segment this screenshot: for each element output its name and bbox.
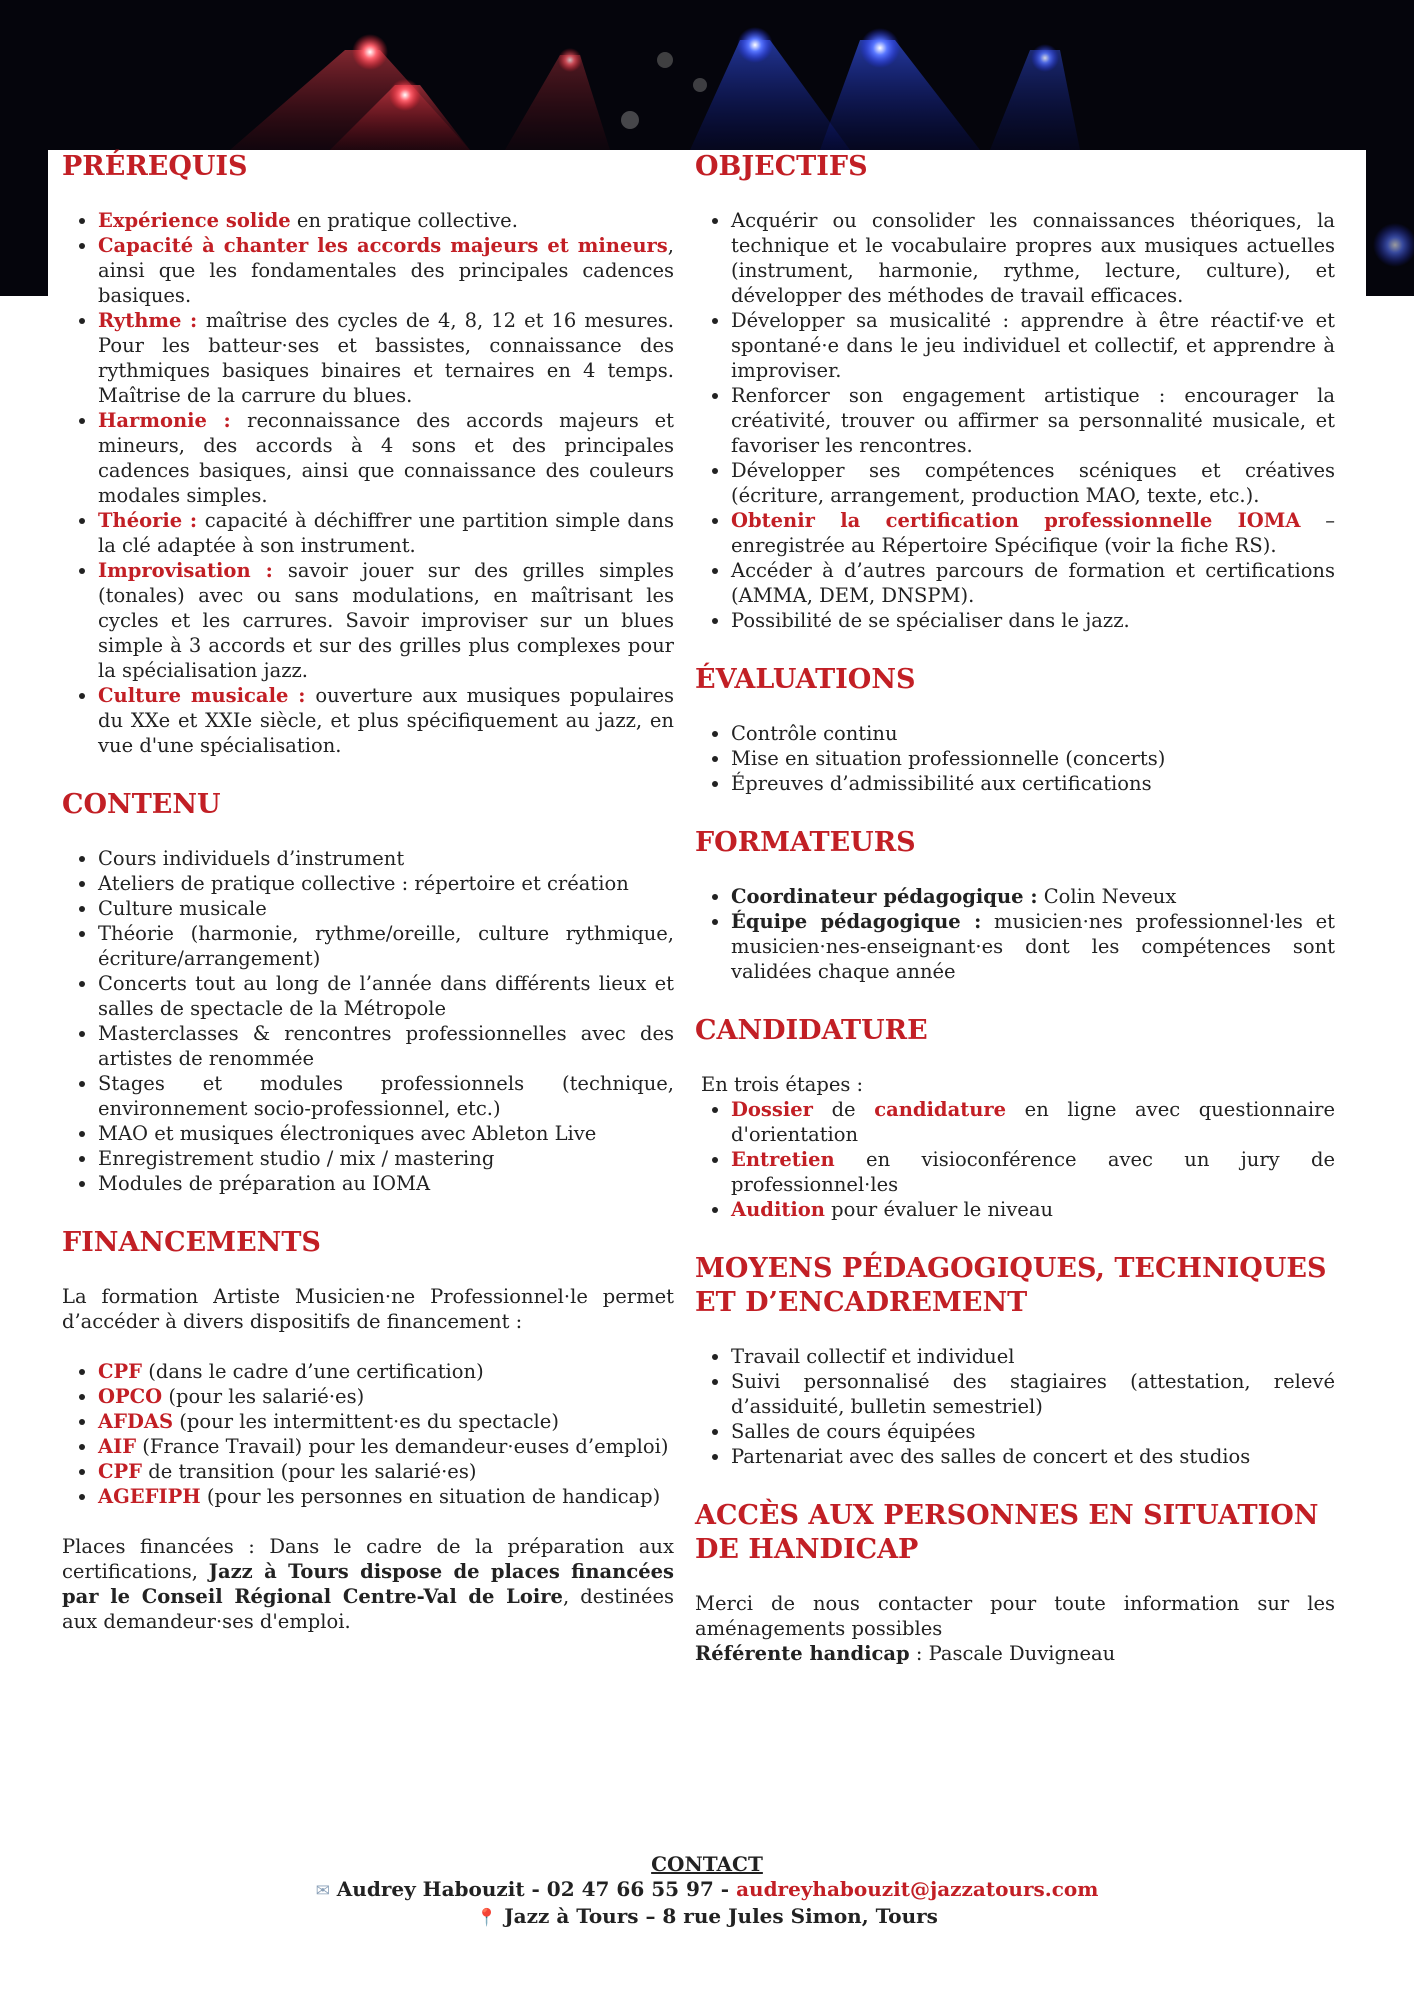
list-item: • Expérience solide en pratique collective. [98,208,674,233]
list-item: • Concerts tout au long de l’année dans différents lieux et salles de spectacle de la Métropole [98,971,674,1021]
formateurs-heading: FORMATEURS [695,827,916,858]
left-column [62,150,674,1664]
envelope-icon: ✉ [315,1881,330,1901]
objectifs-heading: OBJECTIFS [695,151,868,182]
acces-section [695,1499,1335,1666]
list-item: • OPCO (pour les salarié·es) [98,1384,674,1409]
list-item: • Épreuves d’admissibilité aux certifications [731,771,1335,796]
contenu-list [62,846,674,1196]
list-item: • AFDAS (pour les intermittent·es du spectacle) [98,1409,674,1434]
list-item: • CPF de transition (pour les salarié·es) [98,1459,674,1484]
acces-text: Merci de nous contacter pour toute information sur les aménagements possibles [695,1592,1335,1640]
financements-heading: FINANCEMENTS [62,1227,321,1258]
contenu-heading: CONTENU [62,789,221,820]
list-item: • AIF (France Travail) pour les demandeur·euses d’emploi) [98,1434,674,1459]
list-item: • Capacité à chanter les accords majeurs et mineurs, ainsi que les fondamentales des principales cadences basiques. [98,233,674,308]
list-item: • Équipe pédagogique : musicien·nes professionnel·les et musicien·nes-enseignant·es dont les compétences sont validées chaque année [731,909,1335,984]
list-item: • Dossier de candidature en ligne avec questionnaire d'orientation [731,1097,1335,1147]
formateurs-section [695,826,1335,984]
candidature-intro: En trois étapes : [701,1073,864,1096]
prerequis-heading: PRÉREQUIS [62,151,248,182]
list-item: • Culture musicale [98,896,674,921]
list-item: • Culture musicale : ouverture aux musiques populaires du XXe et XXIe siècle, et plus spécifiquement au jazz, en vue d'une spécialisation. [98,683,674,758]
list-item: • Théorie : capacité à déchiffrer une partition simple dans la clé adaptée à son instrument. [98,508,674,558]
moyens-section [695,1252,1335,1469]
content-panel [48,150,1366,1830]
list-item: • Mise en situation professionnelle (concerts) [731,746,1335,771]
evaluations-heading: ÉVALUATIONS [695,664,916,695]
prerequis-list [62,208,674,758]
list-item: • Improvisation : savoir jouer sur des grilles simples (tonales) avec ou sans modulations, en maîtrisant les cycles et les carrures. Savoir improviser sur un blues simple à 3 accords et sur des grilles plus complexes pour la spécialisation jazz. [98,558,674,683]
list-item: • Salles de cours équipées [731,1419,1335,1444]
places-financees-text: Places financées : Dans le cadre de la préparation aux certifications, Jazz à Tours dispose de places financées par le Conseil Régional Centre-Val de Loire, destinées aux demandeur·ses d'emploi. [62,1535,674,1633]
list-item: • Accéder à d’autres parcours de formation et certifications (AMMA, DEM, DNSPM). [731,558,1335,608]
list-item: • Modules de préparation au IOMA [98,1171,674,1196]
list-item: • Cours individuels d’instrument [98,846,674,871]
contact-line: ✉ Audrey Habouzit - 02 47 66 55 97 - audreyhabouzit@jazzatours.com [315,1877,1099,1901]
address-line: 📍 Jazz à Tours – 8 rue Jules Simon, Tours [476,1904,938,1928]
list-item: • Rythme : maîtrise des cycles de 4, 8, 12 et 16 mesures. Pour les batteur·ses et bassistes, connaissance des rythmiques basiques binaires et ternaires en 4 temps. Maîtrise de la carrure du blues. [98,308,674,408]
list-item: • Renforcer son engagement artistique : encourager la créativité, trouver ou affirmer sa personnalité musicale, et favoriser les rencontres. [731,383,1335,458]
email-link[interactable]: audreyhabouzit@jazzatours.com [736,1877,1099,1901]
list-item: • MAO et musiques électroniques avec Ableton Live [98,1121,674,1146]
list-item: • Harmonie : reconnaissance des accords majeurs et mineurs, des accords à 4 sons et des principales cadences basiques, ainsi que connaissance des couleurs modales simples. [98,408,674,508]
list-item: • Ateliers de pratique collective : répertoire et création [98,871,674,896]
candidature-list [695,1097,1335,1222]
contact-footer [0,1852,1414,1931]
evaluations-list [695,721,1335,796]
list-item: • Audition pour évaluer le niveau [731,1197,1335,1222]
list-item: • Travail collectif et individuel [731,1344,1335,1369]
acces-heading: ACCÈS AUX PERSONNES EN SITUATION DE HANDICAP [695,1500,1319,1565]
list-item: • Théorie (harmonie, rythme/oreille, culture rythmique, écriture/arrangement) [98,921,674,971]
moyens-list [695,1344,1335,1469]
objectifs-section [695,150,1335,633]
pin-icon: 📍 [476,1908,498,1928]
right-column [695,150,1335,1696]
list-item: • Acquérir ou consolider les connaissances théoriques, la technique et le vocabulaire propres aux musiques actuelles (instrument, harmonie, rythme, lecture, culture), et développer des méthodes de travail efficaces. [731,208,1335,308]
financements-section [62,1226,674,1634]
list-item: • Stages et modules professionnels (technique, environnement socio-professionnel, etc.) [98,1071,674,1121]
list-item: • AGEFIPH (pour les personnes en situation de handicap) [98,1484,674,1509]
objectifs-list [695,208,1335,633]
candidature-heading: CANDIDATURE [695,1015,928,1046]
list-item: • Possibilité de se spécialiser dans le jazz. [731,608,1335,633]
formateurs-list [695,884,1335,984]
list-item: • Enregistrement studio / mix / mastering [98,1146,674,1171]
referente-handicap: Référente handicap : Pascale Duvigneau [695,1642,1116,1665]
list-item: • Partenariat avec des salles de concert et des studios [731,1444,1335,1469]
contenu-section [62,788,674,1196]
financements-intro: La formation Artiste Musicien·ne Professionnel·le permet d’accéder à divers dispositifs de financement : [62,1285,674,1333]
list-item: • Obtenir la certification professionnelle IOMA – enregistrée au Répertoire Spécifique (voir la fiche RS). [731,508,1335,558]
list-item: • Suivi personnalisé des stagiaires (attestation, relevé d’assiduité, bulletin semestriel) [731,1369,1335,1419]
evaluations-section [695,663,1335,796]
prerequis-section [62,150,674,758]
list-item: • Contrôle continu [731,721,1335,746]
list-item: • Masterclasses & rencontres professionnelles avec des artistes de renommée [98,1021,674,1071]
list-item: • Développer sa musicalité : apprendre à être réactif·ve et spontané·e dans le jeu individuel et collectif, et apprendre à improviser. [731,308,1335,383]
list-item: • Entretien en visioconférence avec un jury de professionnel·les [731,1147,1335,1197]
candidature-section [695,1014,1335,1222]
moyens-heading: MOYENS PÉDAGOGIQUES, TECHNIQUES ET D’ENCADREMENT [695,1253,1327,1318]
list-item: • Développer ses compétences scéniques et créatives (écriture, arrangement, production MAO, texte, etc.). [731,458,1335,508]
financements-list [62,1359,674,1509]
list-item: • CPF (dans le cadre d’une certification) [98,1359,674,1384]
contact-title: CONTACT [651,1852,763,1876]
list-item: • Coordinateur pédagogique : Colin Neveux [731,884,1335,909]
